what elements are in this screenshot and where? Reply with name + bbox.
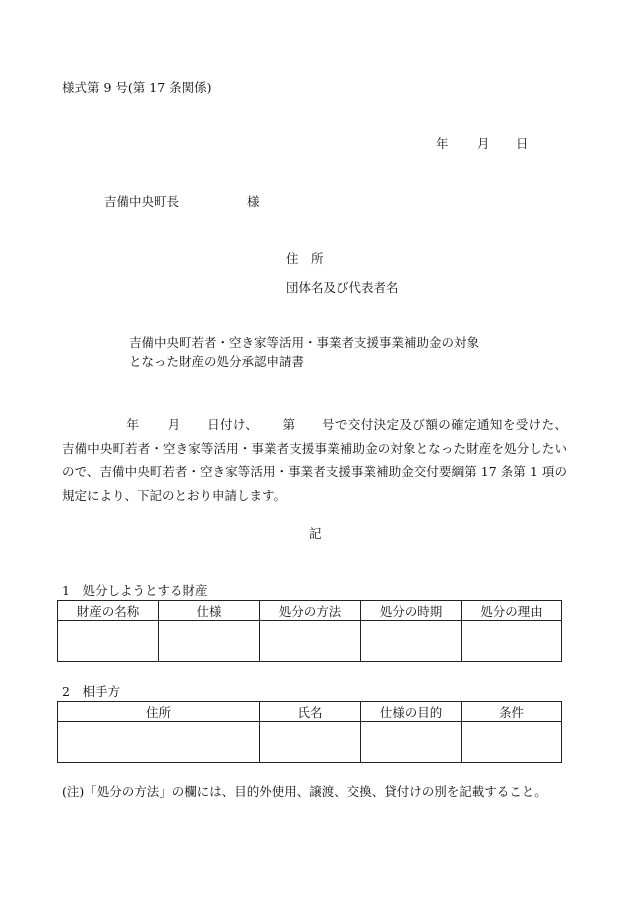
document-title-line2: となった財産の処分承認申請書: [129, 354, 305, 369]
property-table: [57, 600, 562, 662]
table-cell: [462, 722, 562, 763]
body-dai: 第: [282, 417, 296, 432]
column-header: 処分の方法: [260, 601, 361, 621]
body-month: 月: [167, 417, 181, 432]
date-month-label: 月: [477, 136, 490, 151]
footnote: (注)「処分の方法」の欄には、目的外使用、譲渡、交換、貸付けの別を記載すること。: [62, 784, 547, 799]
counterparty-table-header: [58, 702, 562, 722]
body-paragraph: [62, 413, 567, 507]
property-table-header: [58, 601, 562, 621]
body-rest: 号で交付決定及び額の確定通知を受けた、吉備中央町若者・空き家等活用・事業者支援事業補助金の対象となった財産を処分したいので、吉備中央町若者・空き家等活用・事業者支援事業補助金交付要綱第 17 条第 1 項の規定により、下記のとおり申請します。: [62, 417, 567, 503]
body-dated: 日付け、: [206, 417, 259, 432]
column-header: 仕様の目的: [361, 702, 462, 722]
table-cell: [361, 722, 462, 763]
table-cell: [58, 621, 159, 662]
table-cell: [361, 621, 462, 662]
column-header: 条件: [462, 702, 562, 722]
section1-heading: 1 処分しようとする財産: [62, 583, 208, 598]
form-number: 様式第 9 号(第 17 条関係): [62, 80, 212, 95]
column-header: 仕様: [159, 601, 260, 621]
date-year-label: 年: [436, 136, 449, 151]
table-cell: [462, 621, 562, 662]
column-header: 処分の理由: [462, 601, 562, 621]
table-cell: [260, 621, 361, 662]
section2-heading: 2 相手方: [62, 684, 120, 699]
table-cell: [58, 722, 260, 763]
column-header: 氏名: [260, 702, 361, 722]
applicant-address-label: 住 所: [286, 251, 324, 266]
date-day-label: 日: [516, 136, 529, 151]
table-cell: [260, 722, 361, 763]
ki-marker: 記: [309, 526, 322, 541]
document-title-line1: 吉備中央町若者・空き家等活用・事業者支援事業補助金の対象: [129, 335, 480, 350]
applicant-name-label: 団体名及び代表者名: [286, 280, 399, 295]
table-row: [58, 621, 562, 662]
table-cell: [159, 621, 260, 662]
column-header: 住所: [58, 702, 260, 722]
addressee-honorific: 様: [247, 194, 260, 209]
column-header: 財産の名称: [58, 601, 159, 621]
body-year: 年: [126, 417, 140, 432]
column-header: 処分の時期: [361, 601, 462, 621]
table-row: [58, 722, 562, 763]
counterparty-table: [57, 701, 562, 763]
addressee-name: 吉備中央町長: [104, 194, 180, 209]
